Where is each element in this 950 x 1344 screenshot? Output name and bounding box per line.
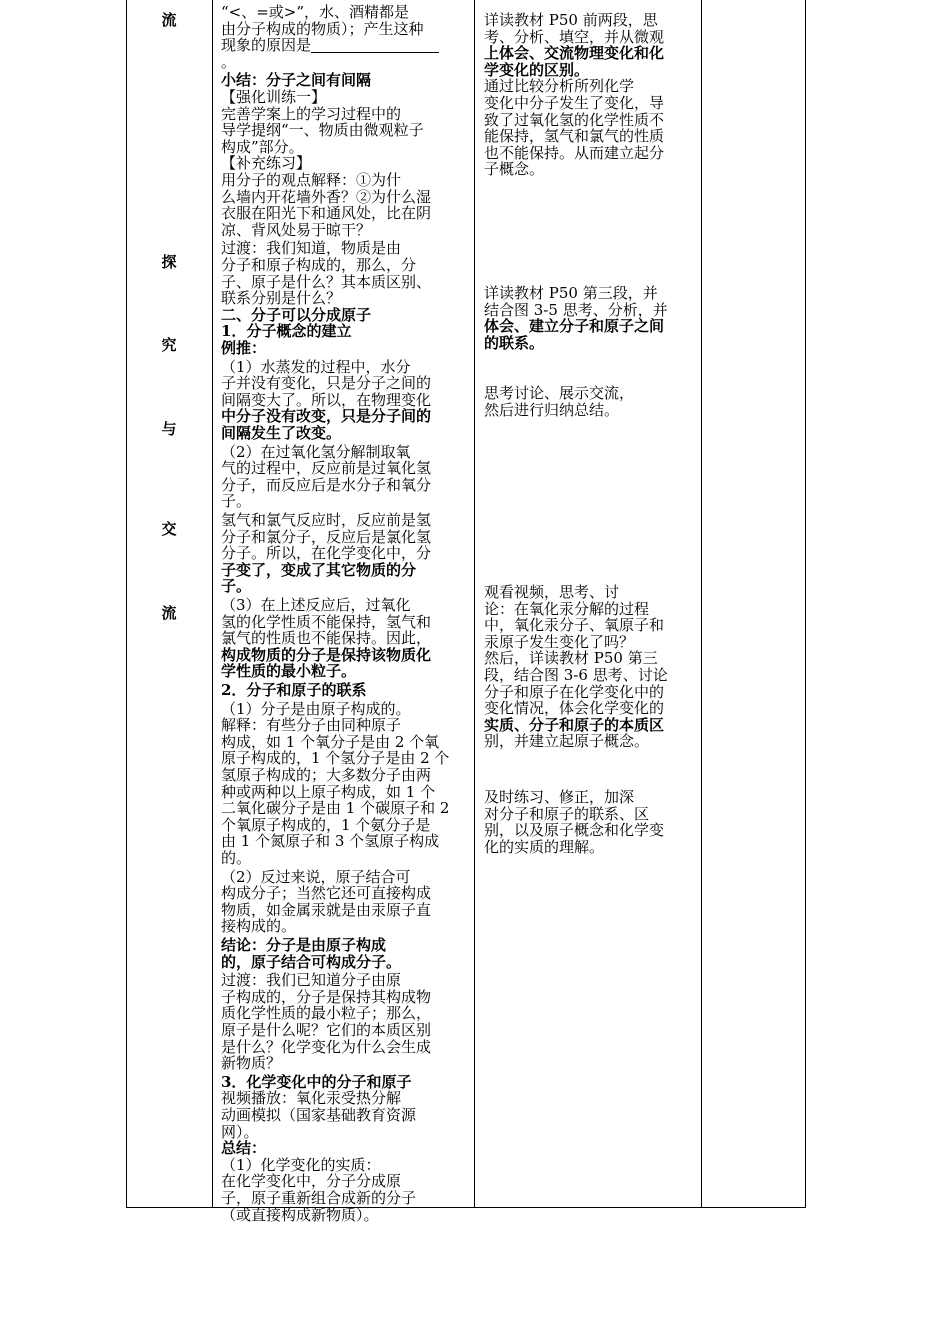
- student-text-line: 然后进行归纳总结。: [484, 400, 620, 419]
- teacher-text-line: 网）。: [221, 1122, 259, 1141]
- teacher-text-line: 新物质？: [221, 1054, 282, 1073]
- teacher-text-line: 例推：: [221, 339, 267, 357]
- teacher-text-line: 么墙内开花墙外香？②为什么湿: [221, 187, 432, 206]
- teacher-text-line: 子。: [221, 492, 252, 511]
- teacher-text-line: 。: [221, 52, 237, 71]
- student-text-line: 中，氧化汞分子、氧原子和: [484, 616, 665, 635]
- student-text-line: 致了过氧化氢的化学性质不: [484, 110, 665, 129]
- teacher-text-line: 子并没有变化，只是分子之间的: [221, 374, 432, 393]
- student-text-line: 上体会、交流物理变化和化: [484, 44, 665, 63]
- teacher-text-line: 导学提纲“一、物质由微观粒子: [221, 121, 424, 140]
- teacher-text-line: 子，原子重新组合成新的分子: [221, 1189, 417, 1207]
- teacher-text-line: 种或两种以上原子构成，如 1 个: [221, 782, 436, 801]
- teacher-text-line: 2．分子和原子的联系: [221, 681, 367, 699]
- section-label-column: [127, 0, 211, 1207]
- teacher-text-line: 小结：分子之间有间隔: [221, 71, 372, 90]
- teacher-text-line: 由分子构成的物质）；产生这种: [221, 19, 424, 38]
- teacher-text-line: 氢的化学性质不能保持，氢气和: [221, 612, 432, 631]
- section-label-char: 流: [161, 604, 177, 622]
- student-text-line: 通过比较分析所列化学: [484, 77, 635, 96]
- student-text-line: 化的实质的理解。: [484, 837, 605, 856]
- teacher-text-line: （1）化学变化的实质：: [221, 1155, 381, 1174]
- student-text-line: 别，并建立起原子概念。: [484, 732, 650, 751]
- fill-in-blank[interactable]: [311, 38, 439, 53]
- teacher-text-line: 子。: [221, 577, 252, 596]
- student-text-line: 分子和原子在化学变化中的: [484, 682, 665, 701]
- student-text-line: 详读教材 P50 第三段，并: [484, 284, 658, 302]
- student-text-line: 详读教材 P50 前两段，思: [484, 11, 658, 29]
- teacher-text-line: （2）在过氧化氢分解制取氧: [221, 442, 411, 461]
- student-text-line: 思考讨论、展示交流，: [484, 384, 635, 402]
- teacher-text-line: 用分子的观点解释：①为什: [221, 171, 402, 189]
- teacher-text-line: 过渡：我们知道，物质是由: [221, 239, 402, 258]
- student-text-line: 及时练习、修正，加深: [484, 788, 635, 806]
- teacher-text-line: 【补充练习】: [221, 154, 312, 173]
- student-text-line: 汞原子发生变化了吗？: [484, 632, 635, 651]
- teacher-text-line: 过渡：我们已知道分子由原: [221, 971, 402, 990]
- teacher-text-line: 二、分子可以分成原子: [221, 305, 372, 324]
- teacher-text-line: 3．化学变化中的分子和原子: [221, 1072, 412, 1091]
- teacher-text-line: 间隔发生了改变。: [221, 424, 342, 442]
- teacher-text-line: 联系分别是什么？: [221, 289, 342, 308]
- teacher-text-line: （1）分子是由原子构成的。: [221, 699, 411, 718]
- teacher-text-line: （3）在上述反应后，过氧化: [221, 596, 411, 614]
- teacher-text-line: 分子和氯分子，反应后是氯化氢: [221, 527, 432, 546]
- column-divider: [474, 0, 475, 1207]
- teacher-text-line: 原子是什么呢？它们的本质区别: [221, 1021, 432, 1039]
- teacher-text-line: 氢原子构成的；大多数分子由两: [221, 766, 432, 784]
- teacher-text-line: （2）反过来说，原子结合可: [221, 867, 411, 886]
- student-text-line: 的联系。: [484, 333, 545, 352]
- section-label-char: 与: [161, 420, 177, 438]
- teacher-activity-column: [221, 0, 464, 1224]
- student-text-line: 变化情况，体会化学变化的: [484, 699, 665, 718]
- teacher-text-line: （1）水蒸发的过程中，水分: [221, 357, 411, 376]
- teacher-text-line: 接构成的。: [221, 917, 297, 936]
- teacher-text-line: 在化学变化中，分子分成原: [221, 1172, 402, 1191]
- teacher-text-line: 子、原子是什么？其本质区别、: [221, 272, 432, 291]
- student-text-line: 然后，详读教材 P50 第三: [484, 649, 658, 668]
- teacher-text-line: 构成”部分。: [221, 137, 304, 156]
- teacher-text-line: 中分子没有改变，只是分子间的: [221, 407, 432, 426]
- student-text-line: 实质、分子和原子的本质区: [484, 715, 665, 734]
- teacher-text-line: 分子和原子构成的，那么，分: [221, 256, 417, 274]
- section-label-char: 流: [161, 11, 177, 29]
- student-text-line: 别，以及原子概念和化学变: [484, 821, 665, 840]
- teacher-text-line: 构成，如 1 个氧分子是由 2 个氧: [221, 732, 440, 751]
- teacher-text-line: 气的过程中，反应前是过氧化氢: [221, 459, 432, 478]
- teacher-text-line: 氢气和氯气反应时，反应前是氢: [221, 511, 432, 529]
- student-text-line: 对分子和原子的联系、区: [484, 804, 650, 823]
- student-text-line: 观看视频，思考、讨: [484, 583, 620, 601]
- teacher-text-line: 的，原子结合可构成分子。: [221, 952, 402, 971]
- teacher-text-line: 构成物质的分子是保持该物质化: [221, 645, 432, 664]
- teacher-text-line: （或直接构成新物质）。: [221, 1205, 379, 1224]
- teacher-text-line: 间隔变大了。所以，在物理变化: [221, 390, 432, 409]
- teacher-text-line: 完善学案上的学习过程中的: [221, 104, 402, 123]
- teacher-text-line: 二氧化碳分子是由 1 个碳原子和 2: [221, 799, 450, 818]
- student-text-line: 也不能保持。从而建立起分: [484, 143, 665, 162]
- student-text-line: 结合图 3-5 思考、分析，并: [484, 300, 668, 319]
- teacher-text-line: 动画模拟（国家基础教育资源: [221, 1106, 417, 1124]
- section-label-char: 交: [161, 520, 177, 538]
- teacher-text-line: 解释：有些分子由同种原子: [221, 716, 402, 735]
- teacher-text-line: 氯气的性质也不能保持。因此，: [221, 629, 432, 648]
- section-label-char: 究: [161, 336, 177, 354]
- teacher-text-line: 视频播放：氧化汞受热分解: [221, 1089, 402, 1108]
- student-text-line: 子概念。: [484, 160, 545, 179]
- student-text-line: 变化中分子发生了变化，导: [484, 94, 665, 112]
- teacher-text-line: 质化学性质的最小粒子；那么，: [221, 1004, 432, 1023]
- teacher-text-line: “<、=或>”，水、酒精都是: [221, 3, 410, 21]
- teacher-text-line: 构成分子；当然它还可直接构成: [221, 884, 432, 903]
- student-text-line: 学变化的区别。: [484, 60, 590, 79]
- section-label-char: 探: [161, 253, 177, 271]
- student-text-line: 体会、建立分子和原子之间: [484, 317, 665, 336]
- teacher-text-line: 凉、背风处易于晾干？: [221, 220, 372, 239]
- column-divider: [701, 0, 702, 1207]
- teacher-text-line: 原子构成的，1 个氢分子是由 2 个: [221, 749, 450, 768]
- teacher-text-line: 【强化训练一】: [221, 88, 327, 106]
- teacher-text-line: 分子。所以，在化学变化中，分: [221, 544, 432, 563]
- student-activity-column: [484, 0, 693, 1207]
- teacher-text-line: 的。: [221, 849, 252, 867]
- teacher-text-line: 学性质的最小粒子。: [221, 662, 357, 681]
- teacher-text-line: 分子，而反应后是水分子和氧分: [221, 475, 432, 494]
- teacher-text-line: 现象的原因是: [221, 37, 439, 53]
- teacher-text-line: 由 1 个氮原子和 3 个氢原子构成: [221, 832, 440, 851]
- student-text-line: 能保持，氢气和氯气的性质: [484, 127, 665, 146]
- teacher-text-line: 个氧原子构成的，1 个氨分子是: [221, 815, 431, 834]
- student-text-line: 段，结合图 3-6 思考、讨论: [484, 666, 668, 684]
- column-divider: [212, 0, 213, 1207]
- teacher-text-line: 子变了，变成了其它物质的分: [221, 560, 417, 579]
- teacher-text-line: 1．分子概念的建立: [221, 322, 352, 341]
- teacher-text-line: 衣服在阳光下和通风处，比在阴: [221, 204, 432, 223]
- teacher-text-line: 总结：: [221, 1139, 267, 1158]
- teacher-text-line: 物质，如金属汞就是由汞原子直: [221, 900, 432, 919]
- student-text-line: 论：在氧化汞分解的过程: [484, 599, 650, 618]
- teacher-text-line: 是什么？化学变化为什么会生成: [221, 1037, 432, 1056]
- teacher-text-line: 子构成的，分子是保持其构成物: [221, 987, 432, 1006]
- student-text-line: 考、分析、填空，并从微观: [484, 27, 665, 46]
- teacher-text-line: 结论：分子是由原子构成: [221, 936, 387, 954]
